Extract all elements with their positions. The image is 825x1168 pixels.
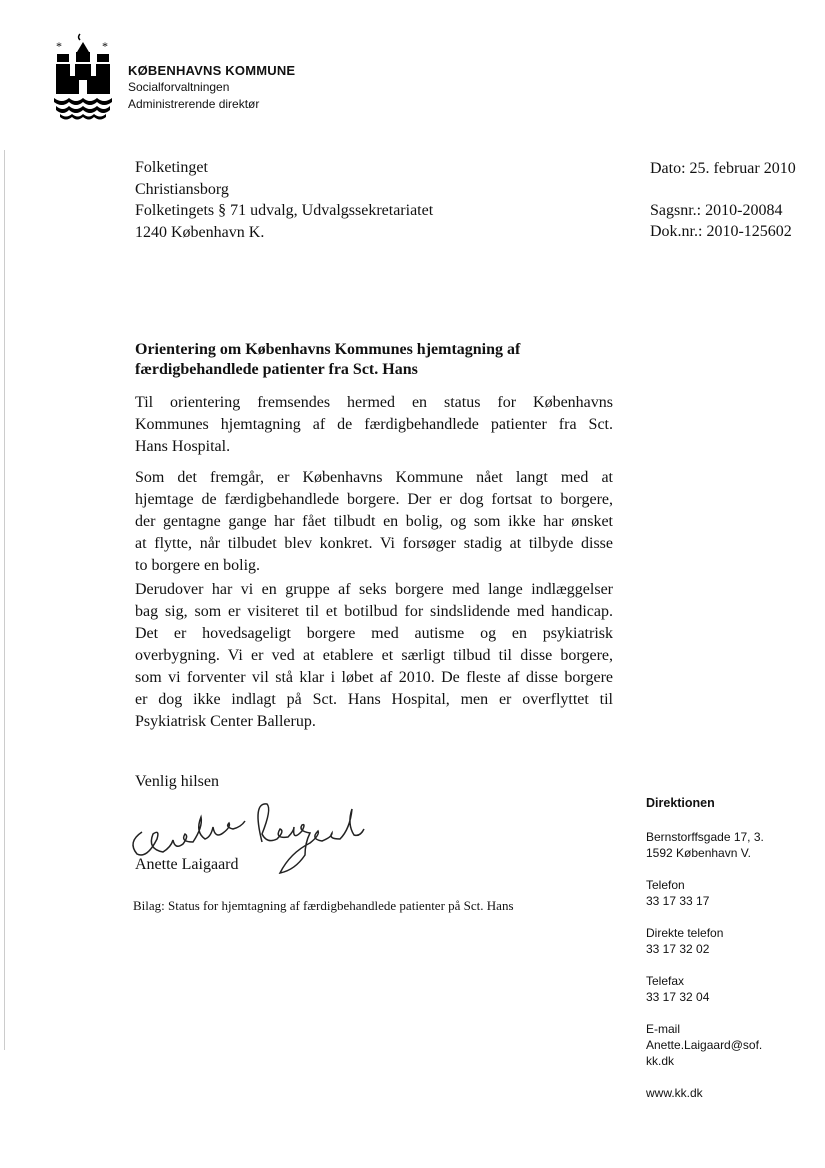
phone-value: 33 17 33 17: [646, 894, 710, 908]
direct-phone-value: 33 17 32 02: [646, 942, 710, 956]
paragraph-line: som vi forventer vil stå klar i løbet af 2010. De fleste af disse borgere: [135, 669, 613, 686]
paragraph-line: hjemtage de færdigbehandlede borgere. Der er dog fortsat to borgere,: [135, 491, 613, 508]
fax-label: Telefax: [646, 974, 685, 988]
contact-address: [646, 829, 764, 861]
email-value[interactable]: Anette.Laigaard@sof.: [646, 1038, 763, 1052]
department: Socialforvaltningen: [128, 80, 230, 94]
signer-name: Anette Laigaard: [135, 856, 239, 873]
scan-edge-line: [4, 150, 5, 1050]
svg-text:*: *: [102, 39, 108, 53]
svg-text:*: *: [56, 39, 62, 53]
direct-phone-label: Direkte telefon: [646, 926, 724, 940]
address-line: Folketingets § 71 udvalg, Udvalgssekretariatet: [135, 202, 434, 219]
recipient-address: [135, 157, 433, 243]
contact-column: [646, 795, 764, 1101]
letter-title: [135, 340, 520, 380]
phone-label: Telefon: [646, 878, 685, 892]
paragraph-line: Til orientering fremsendes hermed en status for Københavns: [135, 394, 613, 411]
paragraph-line: der gentagne gange har fået tilbudt en bolig, og som ikke har ønsket: [135, 513, 613, 530]
paragraph-line: Som det fremgår, er Københavns Kommune nået langt med at: [135, 469, 613, 486]
paragraph-2: [135, 467, 613, 577]
email-value-cont[interactable]: kk.dk: [646, 1054, 675, 1068]
address-line: Folketinget: [135, 159, 208, 176]
org-name: KØBENHAVNS KOMMUNE: [128, 63, 296, 78]
direct-phone-block: [646, 925, 764, 957]
address-line: Christiansborg: [135, 180, 229, 198]
paragraph-line: Det er hovedsageligt borgere med autisme og en psykiatrisk: [135, 625, 613, 642]
title-line: Orientering om Københavns Kommunes hjemtagning af: [135, 341, 521, 358]
paragraph-line: to borgere en bolig.: [135, 557, 261, 574]
contact-heading: Direktionen: [646, 796, 715, 810]
closing: Venlig hilsen: [135, 773, 219, 790]
paragraph-1: [135, 392, 613, 458]
paragraph-line: er dog ikke indlagt på Sct. Hans Hospital, men er overflyttet til: [135, 691, 613, 708]
paragraph-line: Kommunes hjemtagning af de færdigbehandlede patienter fra Sct.: [135, 416, 613, 433]
paragraph-line: at flytte, når tilbudet blev konkret. Vi forsøger stadig at tilbyde disse: [135, 535, 613, 552]
phone-block: [646, 877, 764, 909]
website-link[interactable]: www.kk.dk: [646, 1086, 703, 1100]
paragraph-line: Derudover har vi en gruppe af seks borgere med lange indlæggelser: [135, 581, 613, 598]
coat-of-arms-logo: [52, 32, 114, 127]
attachment-note: Bilag: Status for hjemtagning af færdigbehandlede patienter på Sct. Hans: [133, 898, 514, 913]
signature: [122, 802, 392, 887]
paragraph-line: overbygning. Vi er ved at etablere et særligt tilbud til disse borgere,: [135, 647, 613, 664]
address-line: Bernstorffsgade 17, 3.: [646, 830, 764, 844]
paragraph-line: Hans Hospital.: [135, 438, 231, 455]
email-label: E-mail: [646, 1022, 681, 1036]
address-line: 1240 København K.: [135, 223, 265, 241]
paragraph-line: Psykiatrisk Center Ballerup.: [135, 713, 316, 730]
fax-value: 33 17 32 04: [646, 990, 710, 1004]
paragraph-line: bag sig, som er visiteret til et botilbud for sindslidende med handicap.: [135, 603, 613, 620]
address-line: 1592 København V.: [646, 846, 751, 860]
document-number: Dok.nr.: 2010-125602: [650, 223, 792, 240]
letterhead: [128, 62, 295, 113]
date: Dato: 25. februar 2010: [650, 160, 796, 177]
title-line: færdigbehandlede patienter fra Sct. Hans: [135, 361, 418, 378]
case-number: Sagsnr.: 2010-20084: [650, 202, 783, 219]
fax-block: [646, 973, 764, 1005]
paragraph-3: [135, 579, 613, 733]
office: Administrerende direktør: [128, 97, 260, 111]
email-block: [646, 1021, 764, 1069]
